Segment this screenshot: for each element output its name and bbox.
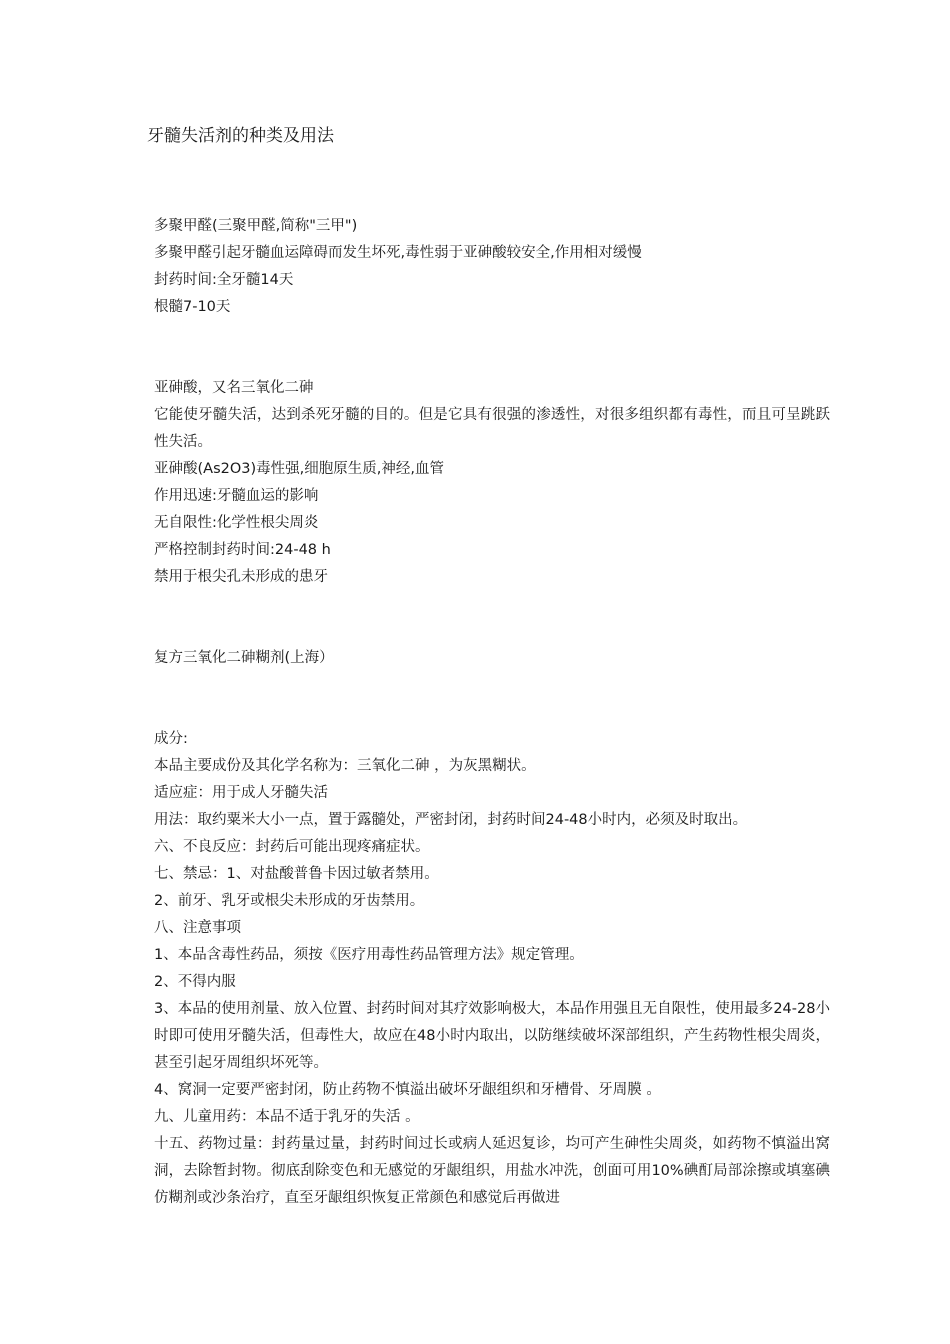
text-line: 1、本品含毒性药品，须按《医疗用毒性药品管理方法》规定管理。 [154,947,584,963]
text-line: 适应症：用于成人牙髓失活 [154,785,328,801]
text-line: 本品主要成份及其化学名称为：三氧化二砷 ，为灰黑糊状。 [154,758,536,774]
text-line: 封药时间:全牙髓14天 [154,272,294,288]
text-line: 4、窝洞一定要严密封闭，防止药物不慎溢出破坏牙龈组织和牙槽骨、牙周膜 。 [154,1082,661,1098]
section-heading: 亚砷酸，又名三氧化二砷 [154,380,314,396]
text-line: 多聚甲醛(三聚甲醛,简称"三甲") [154,218,358,234]
text-line: 严格控制封药时间:24-48 h [154,542,331,558]
text-line: 九、儿童用药：本品不适于乳牙的失活 。 [154,1109,420,1125]
section-arsenious-acid [154,375,830,591]
section-compound-paste [154,645,830,672]
text-line: 亚砷酸(As2O3)毒性强,细胞原生质,神经,血管 [154,461,444,477]
text-line: 2、不得内服 [154,974,236,990]
text-paragraph: 十五、药物过量：封药量过量，封药时间过长或病人延迟复诊，均可产生砷性尖周炎，如药物不慎溢出窝洞，去除暂封物。彻底刮除变色和无感觉的牙龈组织，用盐水冲洗，创面可用10%碘酊局部涂擦或填塞碘仿糊剂或沙条治疗，直至牙龈组织恢复正常颜色和感觉后再做进 [154,1136,830,1206]
text-line: 用法：取约粟米大小一点，置于露髓处，严密封闭，封药时间24-48小时内，必须及时取出。 [154,812,748,828]
text-line: 无自限性:化学性根尖周炎 [154,515,319,531]
spacer [154,591,830,645]
text-line: 作用迅速:牙髓血运的影响 [154,488,319,504]
text-line: 八、注意事项 [154,920,241,936]
text-line: 多聚甲醛引起牙髓血运障碍而发生坏死,毒性弱于亚砷酸较安全,作用相对缓慢 [154,245,642,261]
text-line: 禁用于根尖孔未形成的患牙 [154,569,328,585]
section-heading: 复方三氧化二砷糊剂(上海） [154,650,334,666]
section-paraformaldehyde [154,213,830,321]
text-line: 成分: [154,731,188,747]
spacer [154,672,830,726]
text-line: 2、前牙、乳牙或根尖未形成的牙齿禁用。 [154,893,425,909]
document-body [154,213,830,1212]
section-details [154,726,830,1212]
text-line: 根髓7-10天 [154,299,231,315]
text-paragraph: 它能使牙髓失活，达到杀死牙髓的目的。但是它具有很强的渗透性，对很多组织都有毒性，而且可呈跳跃性失活。 [154,407,830,450]
text-line: 七、禁忌：1、对盐酸普鲁卡因过敏者禁用。 [154,866,439,882]
spacer [154,321,830,375]
text-paragraph: 3、本品的使用剂量、放入位置、封药时间对其疗效影响极大，本品作用强且无自限性，使用最多24-28小时即可使用牙髓失活，但毒性大，故应在48小时内取出，以防继续破坏深部组织，产生药物性根尖周炎，甚至引起牙周组织坏死等。 [154,1001,830,1071]
document-title: 牙髓失活剂的种类及用法 [147,126,334,146]
text-line: 六、不良反应：封药后可能出现疼痛症状。 [154,839,430,855]
